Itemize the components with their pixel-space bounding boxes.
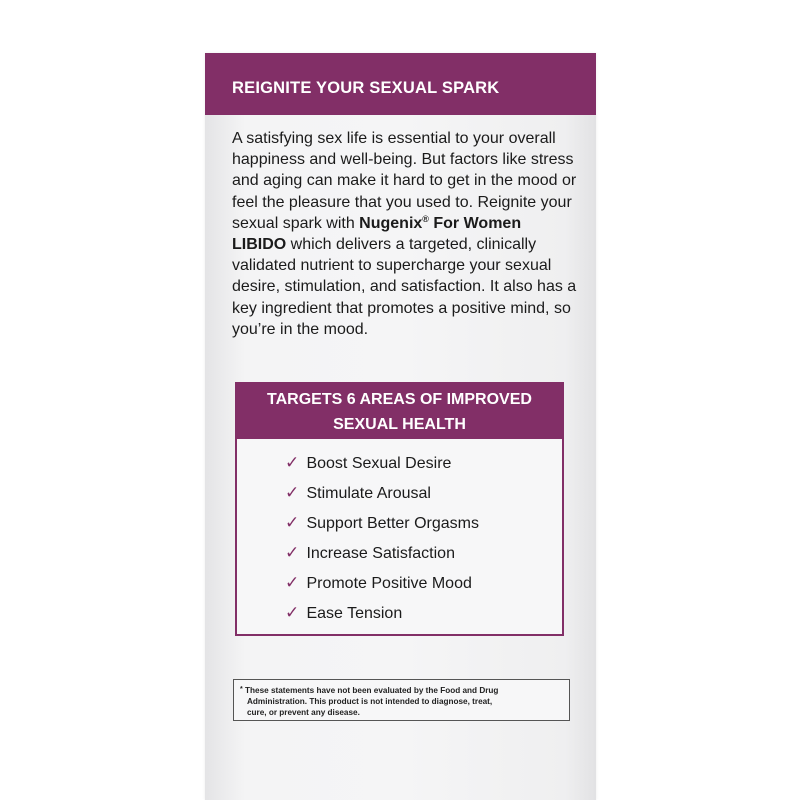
benefit-item xyxy=(285,598,479,628)
package-panel xyxy=(205,53,596,800)
registered-mark: ® xyxy=(422,213,429,224)
benefit-list xyxy=(285,448,479,628)
header-band xyxy=(205,53,596,115)
benefit-label: Stimulate Arousal xyxy=(306,485,431,502)
fda-disclaimer xyxy=(233,679,570,721)
disclaimer-asterisk: * xyxy=(240,686,243,693)
benefit-label: Promote Positive Mood xyxy=(306,575,472,592)
check-icon: ✓ xyxy=(285,543,300,562)
intro-text-before-brand: A satisfying sex life is essential to your overall happiness and well-being. But factors like stress and aging can make it hard to get in the mood or feel the pleasure that you used to. Reignite your sexual spark with xyxy=(232,130,577,232)
disclaimer-line-1 xyxy=(240,684,561,696)
benefit-item xyxy=(285,448,479,478)
targets-box xyxy=(235,382,564,636)
benefit-item xyxy=(285,568,479,598)
check-icon: ✓ xyxy=(285,513,300,532)
disclaimer-line-3: cure, or prevent any disease. xyxy=(247,708,360,717)
disclaimer-line-2: Administration. This product is not intended to diagnose, treat, xyxy=(247,697,493,706)
targets-header xyxy=(237,384,562,439)
check-icon: ✓ xyxy=(285,573,300,592)
check-icon: ✓ xyxy=(285,453,300,472)
benefit-label: Support Better Orgasms xyxy=(306,515,479,532)
intro-text-after-brand: which delivers a targeted, clinically validated nutrient to supercharge your sexual desire, stimulation, and satisfaction. It also has a key ingredient that promotes a positive mind, so you’re in the mood. xyxy=(232,236,577,338)
benefit-item xyxy=(285,508,479,538)
panel-title: REIGNITE YOUR SEXUAL SPARK xyxy=(232,79,500,97)
brand-product-name: For Women LIBIDO xyxy=(232,214,522,254)
benefit-label: Increase Satisfaction xyxy=(306,545,455,562)
benefit-label: Ease Tension xyxy=(306,605,403,622)
check-icon: ✓ xyxy=(285,483,300,502)
benefit-label: Boost Sexual Desire xyxy=(306,455,452,472)
targets-title-line-1: TARGETS 6 AREAS OF IMPROVED xyxy=(267,391,532,408)
targets-title-line-2: SEXUAL HEALTH xyxy=(333,416,466,433)
benefit-item xyxy=(285,478,479,508)
check-icon: ✓ xyxy=(285,603,300,622)
intro-paragraph xyxy=(232,128,577,340)
brand-name-text: Nugenix xyxy=(359,214,423,232)
disclaimer-text-1: These statements have not been evaluated by the Food and Drug xyxy=(245,686,499,695)
benefit-item xyxy=(285,538,479,568)
